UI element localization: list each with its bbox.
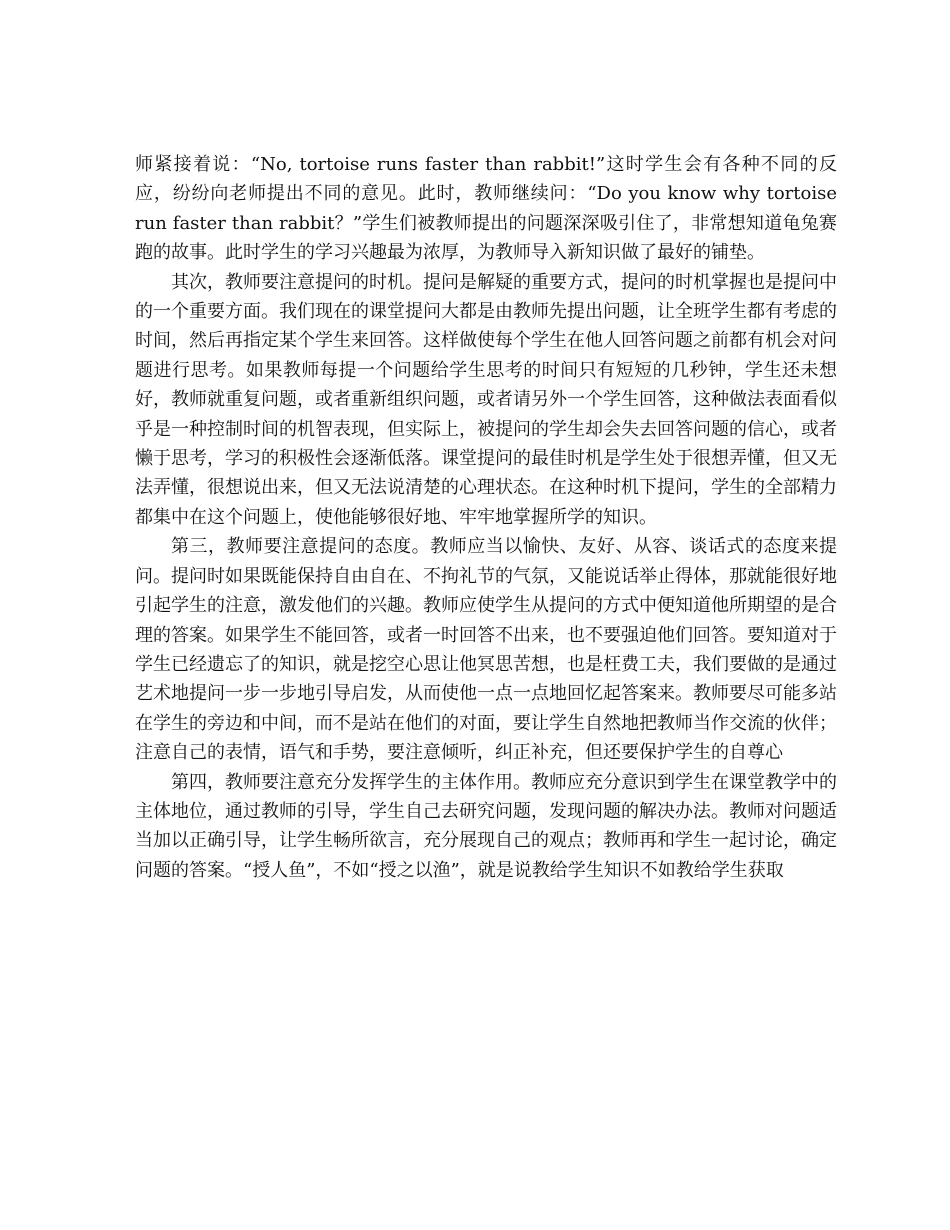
document-body <box>135 150 837 885</box>
paragraph-4: 第四，教师要注意充分发挥学生的主体作用。教师应充分意识到学生在课堂教学中的主体地位，通过教师的引导，学生自己去研究问题，发现问题的解决办法。教师对问题适当加以正确引导，让学生畅所欲言，充分展现自己的观点；教师再和学生一起讨论，确定问题的答案。“授人鱼”，不如“授之以渔”，就是说教给学生知识不如教给学生获取 <box>135 771 837 881</box>
paragraph-3: 第三，教师要注意提问的态度。教师应当以愉快、友好、从容、谈话式的态度来提问。提问时如果既能保持自由自在、不拘礼节的气氛，又能说话举止得体，那就能很好地引起学生的注意，激发他们的兴趣。教师应使学生从提问的方式中便知道他所期望的是合理的答案。如果学生不能回答，或者一时回答不出来，也不要强迫他们回答。要知道对于学生已经遗忘了的知识，就是挖空心思让他冥思苦想，也是枉费工夫，我们要做的是通过艺术地提问一步一步地引导启发，从而使他一点一点地回忆起答案来。教师要尽可能多站在学生的旁边和中间，而不是站在他们的对面，要让学生自然地把教师当作交流的伙伴；注意自己的表情，语气和手势，要注意倾听，纠正补充，但还要保护学生的自尊心 <box>135 536 837 764</box>
paragraph-1: 师紧接着说：“No, tortoise runs faster than rabbit!”这时学生会有各种不同的反应，纷纷向老师提出不同的意见。此时，教师继续问：“Do you know why tortoise run faster than rabbit？”学生们被教师提出的问题深深吸引住了，非常想知道龟兔赛跑的故事。此时学生的学习兴趣最为浓厚，为教师导入新知识做了最好的铺垫。 <box>135 154 837 264</box>
paragraph-2: 其次，教师要注意提问的时机。提问是解疑的重要方式，提问的时机掌握也是提问中的一个重要方面。我们现在的课堂提问大都是由教师先提出问题，让全班学生都有考虑的时间，然后再指定某个学生来回答。这样做使每个学生在他人回答问题之前都有机会对问题进行思考。如果教师每提一个问题给学生思考的时间只有短短的几秒钟，学生还未想好，教师就重复问题，或者重新组织问题，或者请另外一个学生回答，这种做法表面看似乎是一种控制时间的机智表现，但实际上，被提问的学生却会失去回答问题的信心，或者懒于思考，学习的积极性会逐渐低落。课堂提问的最佳时机是学生处于很想弄懂，但又无法弄懂，很想说出来，但又无法说清楚的心理状态。在这种时机下提问，学生的全部精力都集中在这个问题上，使他能够很好地、牢牢地掌握所学的知识。 <box>135 271 837 528</box>
